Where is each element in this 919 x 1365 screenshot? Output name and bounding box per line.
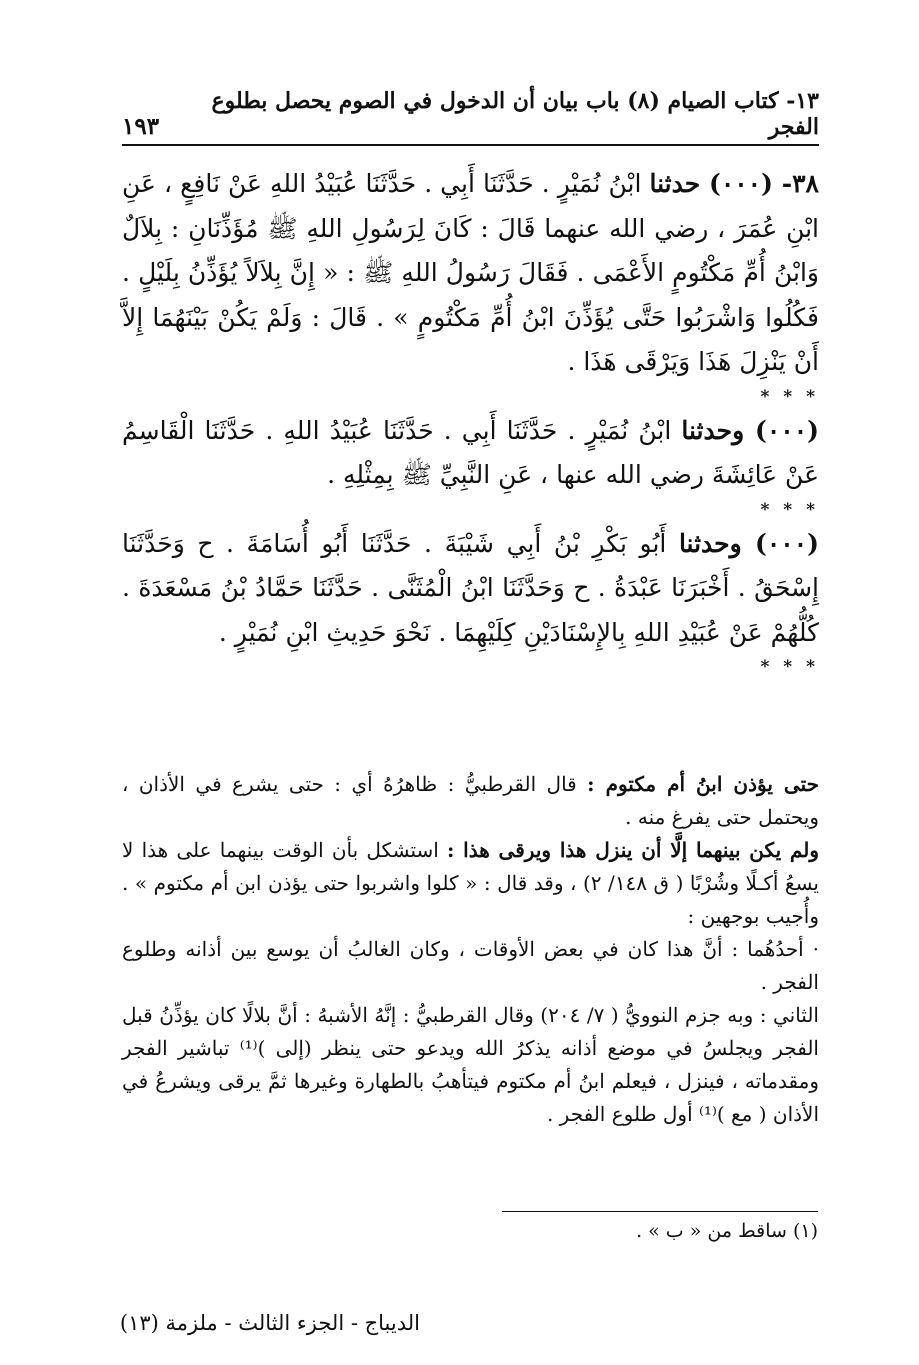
header-title: ١٣- كتاب الصيام (٨) باب بيان أن الدخول في الصوم يحصل بطلوع الفجر	[211, 88, 819, 140]
commentary	[122, 768, 819, 1131]
stars-divider-2: * * *	[760, 499, 819, 520]
commentary-head-1: حتى يؤذن ابنُ أم مكتوم :	[587, 772, 820, 796]
commentary-paragraph-3	[122, 933, 819, 999]
hadith-lead-1: ٣٨- (٠٠٠) حدثنا	[649, 169, 819, 198]
commentary-paragraph-1	[122, 768, 819, 834]
hadith-body-3: أَبُو بَكْرِ بْنُ أَبِي شَيْبَةَ . حَدَّثَنَا أَبُو أُسَامَةَ . ح وَحَدَّثَنَا إِسْحَقُ . أَخْبَرَنَا عَبْدَةُ . ح وَحَدَّثَنَا ابْنُ الْمُثَنَّى . حَدَّثَنَا حَمَّادُ بْنُ مَسْعَدَةَ . كُلُّهُمْ عَنْ عُبَيْدِ اللهِ بِالإِسْنَادَيْنِ كِلَيْهِمَا . نَحْوَ حَدِيثِ ابْنِ نُمَيْرٍ .	[122, 528, 819, 647]
page-number: ١٩٣	[122, 113, 160, 140]
footnote-separator	[502, 1211, 818, 1212]
hadith-lead-3: (٠٠٠) وحدثنا	[678, 528, 819, 558]
running-header	[122, 88, 819, 146]
commentary-paragraph-2	[122, 834, 819, 933]
commentary-head-2: ولم يكن بينهما إلَّا أن ينزل هذا ويرقى هذا :	[446, 838, 819, 862]
stars-divider-1: * * *	[760, 386, 819, 407]
commentary-body-1: قال القرطبيُّ : ظاهرُهُ أي : حتى يشرع في الأذان ، ويحتمل حتى يفرغ منه .	[122, 772, 819, 829]
hadith-paragraph-3	[122, 522, 819, 656]
hadith-paragraph-2	[122, 409, 819, 498]
hadith-text	[122, 162, 819, 679]
commentary-body-4: الثاني : وبه جزم النوويُّ ( ٧/ ٢٠٤) وقال القرطبيُّ : إنَّهُ الأشبهُ : أنَّ بلالًا كان يؤذِّنُ قبل الفجر ويجلسُ في موضع أذانه يذكرُ الله ويدعو حتى ينظر (إلى )⁽¹⁾ تباشير الفجر ومقدماته ، فينزل ، فيعلم ابنُ أم مكتوم فيتأهبُ بالطهارة وغيرها ثمَّ يرقى ويشرعُ في الأذان ( مع )⁽¹⁾ أول طلوع الفجر .	[122, 1003, 819, 1126]
print-signature: الديباج - الجزء الثالث - ملزمة (١٣)	[119, 1311, 420, 1335]
hadith-lead-2: (٠٠٠) وحدثنا	[681, 415, 819, 445]
commentary-body-3: · أحدُهُما : أنَّ هذا كان في بعض الأوقات ، وكان الغالبُ أن يوسع بين أذانه وطلوع الفجر .	[122, 937, 819, 994]
hadith-body-2: ابْنُ نُمَيْرٍ . حَدَّثَنَا أَبِي . حَدَّثَنَا عُبَيْدُ اللهِ . حَدَّثَنَا الْقَاسِمُ عَنْ عَائِشَةَ رضي الله عنها ، عَنِ النَّبِيِّ ﷺ بِمِثْلِهِ .	[122, 415, 819, 489]
commentary-body-2: استشكل بأن الوقت بينهما على هذا لا يسعُ أكـلًا وشُرْبًا ( ق ١٤٨/ ٢) ، وقد قال : « كلوا واشربوا حتى يؤذن ابن أم مكتوم » . وأُجيب بوجهين :	[122, 838, 819, 928]
commentary-paragraph-4	[122, 999, 819, 1131]
stars-divider-3: * * *	[760, 657, 819, 677]
footnote: (١) ساقط من « ب » .	[636, 1220, 818, 1242]
hadith-body-1: ابْنُ نُمَيْرٍ . حَدَّثَنَا أَبِي . حَدَّثَنَا عُبَيْدُ اللهِ عَنْ نَافِعٍ ، عَنِ ابْنِ عُمَرَ ، رضي الله عنهما قَالَ : كَانَ لِرَسُولِ اللهِ ﷺ مُؤَذِّنَانِ : بِلاَلٌ وَابْنُ أُمِّ مَكْتُومٍ الأَعْمَى . فَقَالَ رَسُولُ اللهِ ﷺ : « إِنَّ بِلاَلاً يُؤَذِّنُ بِلَيْلٍ . فَكُلُوا وَاشْرَبُوا حَتَّى يُؤَذِّنَ ابْنُ أُمِّ مَكْتُومٍ » . قَالَ : وَلَمْ يَكُنْ بَيْنَهُمَا إِلاَّ أَنْ يَنْزِلَ هَذَا وَيَرْقَى هَذَا .	[122, 169, 819, 376]
hadith-paragraph-1	[122, 162, 819, 385]
